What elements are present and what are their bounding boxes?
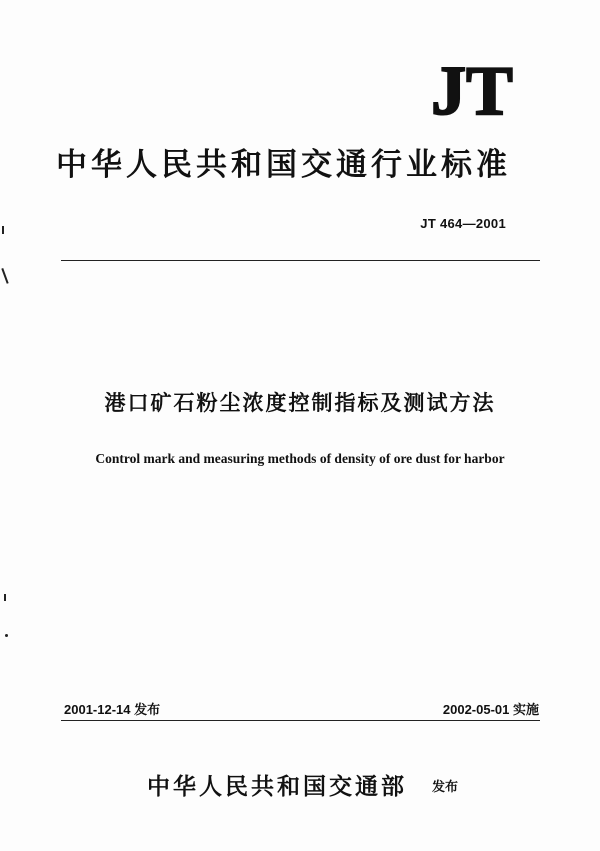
title-chinese: 港口矿石粉尘浓度控制指标及测试方法 xyxy=(104,391,496,415)
issuer-name: 中华人民共和国交通部 xyxy=(147,774,407,800)
standard-category: 中华人民共和国交通行业标准 xyxy=(56,147,511,183)
bottom-divider xyxy=(61,720,540,721)
implementation-date: 2002-05-01 实施 xyxy=(442,702,539,717)
title-english: Control mark and measuring methods of density of ore dust for harbor xyxy=(95,451,505,466)
issuer-suffix: 发布 xyxy=(432,780,459,795)
top-divider xyxy=(61,260,540,261)
standard-code: JT 464—2001 xyxy=(420,216,506,231)
scan-mark xyxy=(4,594,6,601)
scan-mark xyxy=(1,268,8,284)
jt-logo xyxy=(418,56,526,122)
logo-text: JT xyxy=(431,56,513,122)
scan-mark xyxy=(5,634,8,637)
scan-mark xyxy=(2,226,4,234)
issue-date: 2001-12-14 发布 xyxy=(64,702,161,717)
